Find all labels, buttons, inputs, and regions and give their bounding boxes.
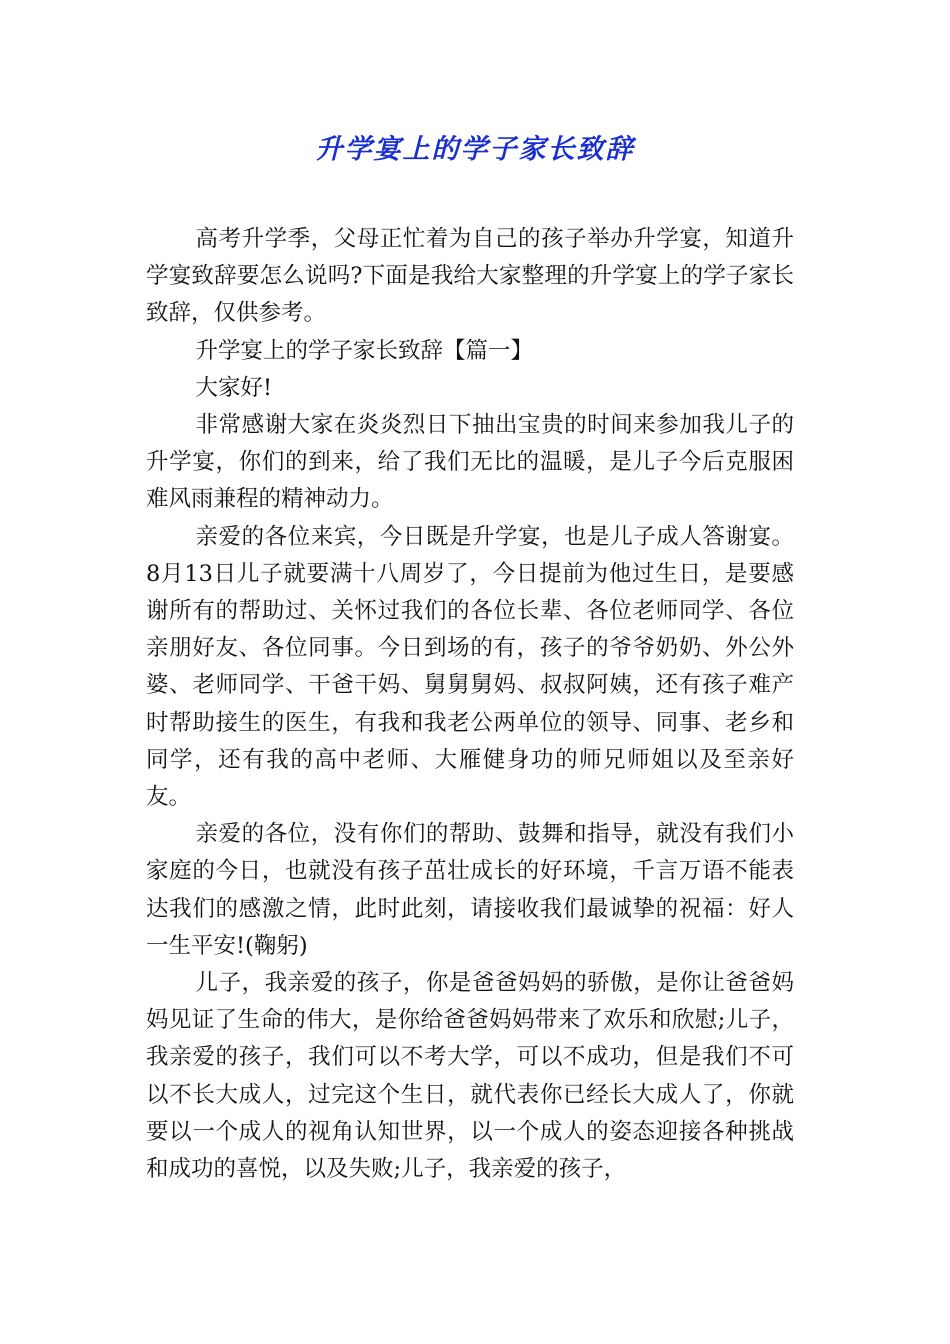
document-title: 升学宴上的学子家长致辞: [315, 134, 635, 165]
paragraph-intro: 高考升学季，父母正忙着为自己的孩子举办升学宴，知道升学宴致辞要怎么说吗?下面是我给大家整理的升学宴上的学子家长致辞，仅供参考。: [146, 226, 794, 327]
section-heading: 升学宴上的学子家长致辞【篇一】: [195, 337, 534, 364]
document-body: [146, 221, 794, 1188]
paragraph-son: 儿子，我亲爱的孩子，你是爸爸妈妈的骄傲，是你让爸爸妈妈见证了生命的伟大，是你给爸爸妈妈带来了欢乐和欣慰;儿子，我亲爱的孩子，我们可以不考大学，可以不成功，但是我们不可以不长大成人，过完这个生日，就代表你已经长大成人了，你就要以一个成人的视角认知世界，以一个成人的姿态迎接各种挑战和成功的喜悦，以及失败;儿子，我亲爱的孩子，: [146, 970, 794, 1183]
paragraph-guests: 亲爱的各位来宾，今日既是升学宴，也是儿子成人答谢宴。8月13日儿子就要满十八周岁了，今日提前为他过生日，是要感谢所有的帮助过、关怀过我们的各位长辈、各位老师同学、各位亲朋好友、各位同事。今日到场的有，孩子的爷爷奶奶、外公外婆、老师同学、干爸干妈、舅舅舅妈、叔叔阿姨，还有孩子难产时帮助接生的医生，有我和我老公两单位的领导、同事、老乡和同学，还有我的高中老师、大雁健身功的师兄师姐以及至亲好友。: [146, 523, 794, 811]
paragraph-thanks: 非常感谢大家在炎炎烈日下抽出宝贵的时间来参加我儿子的升学宴，你们的到来，给了我们无比的温暖，是儿子今后克服困难风雨兼程的精神动力。: [146, 412, 794, 513]
paragraph-greeting: 大家好!: [195, 374, 273, 401]
paragraph-gratitude: 亲爱的各位，没有你们的帮助、鼓舞和指导，就没有我们小家庭的今日，也就没有孩子茁壮成长的好环境，千言万语不能表达我们的感激之情，此时此刻，请接收我们最诚挚的祝福：好人一生平安!(鞠躬): [146, 821, 794, 959]
